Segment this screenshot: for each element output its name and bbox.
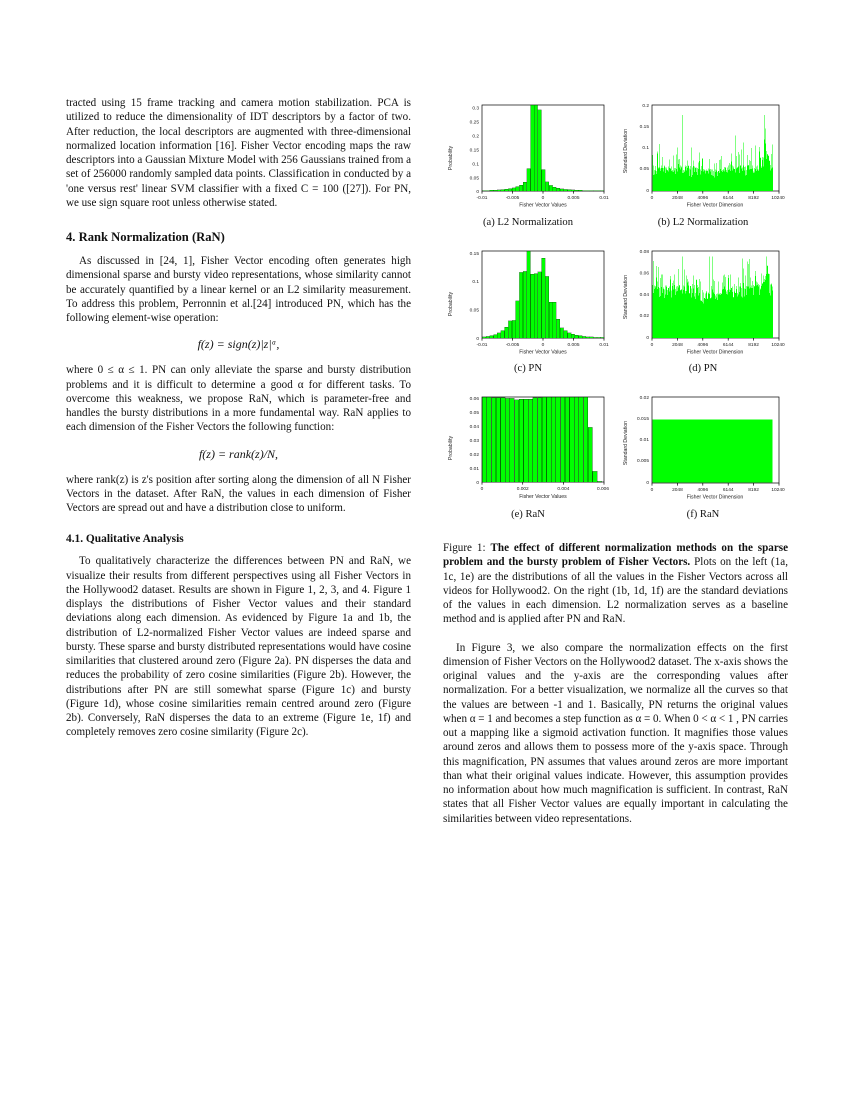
svg-text:0.15: 0.15	[639, 125, 649, 130]
svg-text:0: 0	[650, 488, 654, 493]
svg-text:Standard Deviation: Standard Deviation	[623, 274, 629, 320]
subplot-1c-plot	[443, 242, 613, 357]
paragraph-qualitative-analysis: To qualitatively characterize the differences between PN and RaN, we visualize their results from different perspectives using all Fisher Vectors in the Hollywood2 dataset. Results are shown in Figure 1, 2, 3, and 4. Figure 1 displays the distributions of Fisher Vector values and their standard deviations along each dimension. As evidenced by Figure 1a and 1b, the distribution of L2-normalized Fisher Vector values are indeed sparse and bursty. These sparse and bursty distributed representations would have cosine similarities that clustered around zero (Figure 2a). PN disperses the data and reduces the probability of zero cosine similarities (Figure 2b). However, the distributions after PN are still somewhat sparse (Figure 1c) and bursty (Figure 1d), whose cosine similarities remain centred around zero (Figure 2b). Conversely, RaN disperses the data to an extreme (Figure 1e, 1f) and completely removes zero cosine similarity (Figure 2c).	[66, 555, 411, 739]
svg-text:0.1: 0.1	[472, 162, 479, 168]
subplot-1b-cell	[618, 96, 788, 242]
svg-text:0.06: 0.06	[639, 271, 649, 277]
svg-text:0.05: 0.05	[639, 167, 649, 172]
svg-text:0.006: 0.006	[596, 487, 610, 492]
svg-text:0: 0	[650, 196, 654, 201]
svg-text:2048: 2048	[672, 343, 683, 348]
subplot-1b-plot	[618, 96, 788, 211]
svg-text:Fisher Vector Values: Fisher Vector Values	[519, 494, 567, 500]
subplot-1d-svg	[618, 242, 788, 360]
svg-text:0.05: 0.05	[469, 308, 479, 314]
svg-text:Standard Deviation: Standard Deviation	[623, 128, 629, 174]
subplot-1f-svg	[618, 388, 788, 503]
svg-text:8192: 8192	[748, 196, 759, 201]
subplot-1a-cell	[443, 96, 613, 242]
svg-text:0.01: 0.01	[469, 467, 479, 472]
svg-text:10240: 10240	[771, 488, 785, 493]
figure-1	[443, 96, 788, 627]
svg-text:Fisher Vector Dimension: Fisher Vector Dimension	[686, 349, 744, 356]
svg-text:Probability: Probability	[448, 291, 454, 317]
svg-text:0.005: 0.005	[567, 196, 580, 201]
subplot-1e-caption: (e) RaN	[511, 509, 545, 520]
svg-text:0.03: 0.03	[469, 439, 479, 444]
svg-text:Standard Deviation: Standard Deviation	[623, 420, 629, 466]
paragraph-rank-normalization-intro: As discussed in [24, 1], Fisher Vector encoding often generates high dimensional sparse and bursty video representations, whose similarity cannot be accurately quantified by a linear kernel or an L2 similarity measurement. To address this problem, Perronnin et al.[24] introduced PN, which has the following element-wise operation:	[66, 255, 411, 324]
svg-text:0.08: 0.08	[639, 250, 649, 255]
subplot-1d-plot	[618, 242, 788, 357]
subsection-heading-qualitative-analysis: 4.1. Qualitative Analysis	[66, 533, 184, 546]
subplot-1c-cell	[443, 242, 613, 388]
svg-text:Probability: Probability	[448, 145, 454, 171]
svg-text:0.15: 0.15	[469, 252, 479, 257]
svg-text:0: 0	[480, 487, 484, 492]
svg-text:0.06: 0.06	[469, 397, 479, 402]
svg-text:2048: 2048	[672, 196, 683, 201]
svg-text:0.3: 0.3	[472, 106, 479, 112]
equation-power-normalization: f(z) = sign(z)|z|ᵅ,	[197, 337, 280, 352]
svg-text:0.1: 0.1	[642, 146, 649, 151]
figure-1-caption-rest: Plots on the left (1a, 1c, 1e) are the distributions of all the values in the Fisher Vectors across all videos for Hollywood2. On the right (1b, 1d, 1f) are the standard deviations of the values in each dimension. L2 normalization serves as a baseline method and is applied after PN and RaN.	[443, 556, 788, 626]
svg-text:0.02: 0.02	[469, 453, 479, 458]
svg-text:10240: 10240	[771, 196, 785, 201]
paragraph-rank-definition: where rank(z) is z's position after sorting along the dimension of all N Fisher Vectors in the dataset. After RaN, the values in each dimension of Fisher Vectors are spread out and have a distribution close to uniform.	[66, 473, 411, 514]
subplot-1d-caption: (d) PN	[688, 363, 718, 374]
svg-text:0.04: 0.04	[639, 293, 649, 298]
svg-text:-0.01: -0.01	[476, 196, 488, 201]
subplot-1c-svg	[443, 242, 613, 360]
right-column	[443, 96, 788, 826]
subplot-1a-caption: (a) L2 Normalization	[482, 217, 573, 228]
subplot-1c-caption: (c) PN	[514, 363, 542, 374]
svg-text:0.02: 0.02	[639, 396, 649, 401]
paragraph-pn-limitations: where 0 ≤ α ≤ 1. PN can only alleviate the sparse and bursty distribution problems and it is difficult to determine a good α for different tasks. To overcome this weakness, we propose RaN, which is parameter-free and handles the bursty distributions in a more fundamental way. RaN applies to each dimension of the Fisher Vectors the following function:	[66, 364, 411, 434]
svg-text:Fisher Vector Dimension: Fisher Vector Dimension	[686, 494, 744, 501]
svg-text:0.005: 0.005	[567, 343, 580, 348]
svg-text:6144: 6144	[722, 488, 734, 493]
svg-text:Fisher Vector Values: Fisher Vector Values	[519, 202, 567, 209]
figure-1-subplot-grid	[443, 96, 788, 534]
svg-text:6144: 6144	[722, 196, 734, 201]
svg-text:Fisher Vector Dimension: Fisher Vector Dimension	[686, 202, 744, 209]
paragraph-continuation: tracted using 15 frame tracking and camera motion stabilization. PCA is utilized to reduce the dimensionality of IDT descriptors by a factor of two. After reduction, the local descriptors are augmented with three-dimensional normalized location information [16]. Fisher Vector encoding maps the raw descriptors into a Gaussian Mixture Model with 256 Gaussians trained from a set of 256000 randomly sampled data points. Classification in conducted by a 'one versus rest' linear SVM classifier with a fixed C = 100 ([27]). For PN, we use sign square root unless otherwise stated.	[66, 97, 411, 209]
svg-text:-0.01: -0.01	[476, 343, 488, 348]
svg-text:0.2: 0.2	[642, 104, 649, 109]
subplot-1a-plot	[443, 96, 613, 211]
svg-text:4096: 4096	[697, 343, 709, 348]
subplot-1d-cell	[618, 242, 788, 388]
svg-text:0: 0	[650, 343, 654, 348]
svg-text:0.05: 0.05	[469, 176, 479, 182]
subplot-1f-cell	[618, 388, 788, 534]
svg-text:0.01: 0.01	[599, 196, 609, 201]
svg-text:0.05: 0.05	[469, 411, 479, 416]
svg-text:Fisher Vector Values: Fisher Vector Values	[519, 349, 567, 356]
figure-1-caption-label: Figure 1:	[443, 542, 486, 554]
svg-text:0.01: 0.01	[599, 343, 609, 348]
svg-text:Probability: Probability	[448, 435, 454, 461]
subplot-1e-plot	[443, 388, 613, 503]
svg-text:0: 0	[476, 337, 479, 342]
equation-rank-normalization: f(z) = rank(z)/N,	[198, 446, 279, 461]
figure-1-caption	[443, 541, 788, 627]
svg-text:0: 0	[476, 190, 479, 195]
two-column-layout	[66, 96, 788, 826]
svg-text:0.04: 0.04	[469, 425, 479, 430]
svg-text:0: 0	[541, 196, 545, 201]
svg-text:0: 0	[646, 336, 649, 341]
figure-1-caption-bold: The effect of different normalization methods on the sparse problem and the bursty problem of Fisher Vectors.	[443, 542, 789, 569]
svg-text:-0.005: -0.005	[505, 196, 520, 201]
svg-text:0.002: 0.002	[516, 487, 529, 492]
section-heading-rank-normalization: 4. Rank Normalization (RaN)	[66, 230, 225, 244]
svg-text:-0.005: -0.005	[505, 343, 520, 348]
svg-text:0.2: 0.2	[472, 134, 479, 140]
svg-text:0.02: 0.02	[639, 314, 649, 319]
svg-text:8192: 8192	[748, 488, 759, 493]
left-column	[66, 96, 411, 826]
svg-text:10240: 10240	[771, 343, 785, 348]
subplot-1e-cell	[443, 388, 613, 534]
subplot-1f-caption: (f) RaN	[686, 509, 720, 520]
svg-text:0: 0	[476, 481, 479, 486]
subplot-1b-svg	[618, 96, 788, 211]
subplot-1e-svg	[443, 388, 613, 503]
svg-text:2048: 2048	[672, 488, 683, 493]
subplot-1b-caption: (b) L2 Normalization	[657, 217, 749, 228]
svg-text:0: 0	[541, 343, 545, 348]
svg-text:0.25: 0.25	[469, 120, 479, 126]
svg-text:0.15: 0.15	[469, 148, 479, 154]
svg-text:0.005: 0.005	[636, 459, 649, 464]
svg-text:0.1: 0.1	[472, 280, 479, 285]
svg-text:0: 0	[646, 481, 649, 486]
svg-text:4096: 4096	[697, 488, 709, 493]
paragraph-figure-3-discussion: In Figure 3, we also compare the normalization effects on the first dimension of Fisher Vectors on the Hollywood2 dataset. The x-axis shows the original values and the y-axis are the corresponding values after normalization. For a better visualization, we normalize all the curves so that the values are between -1 and 1. Basically, PN returns the original values when α = 1 and becomes a step function as α = 0. When 0 < α < 1 , PN carries out a mapping like a sigmoid activation function. It magnifies those values around zeros and allows them to possess more of the y-axis space. Through this magnification, PN assumes that values around zeros are more important than what their original values indicate. However, this assumption provides no information about how much magnification is sufficient. In contrast, RaN states that all Fisher Vector values are equally important in calculating the similarities between video representations.	[443, 641, 788, 825]
subplot-1a-svg	[443, 96, 613, 211]
svg-text:8192: 8192	[748, 343, 759, 348]
subplot-1f-plot	[618, 388, 788, 503]
svg-text:0: 0	[646, 189, 649, 194]
svg-text:0.01: 0.01	[639, 438, 649, 443]
svg-text:4096: 4096	[697, 196, 709, 201]
svg-text:6144: 6144	[722, 343, 734, 348]
svg-text:0.015: 0.015	[636, 417, 649, 422]
svg-text:0.004: 0.004	[557, 487, 570, 492]
